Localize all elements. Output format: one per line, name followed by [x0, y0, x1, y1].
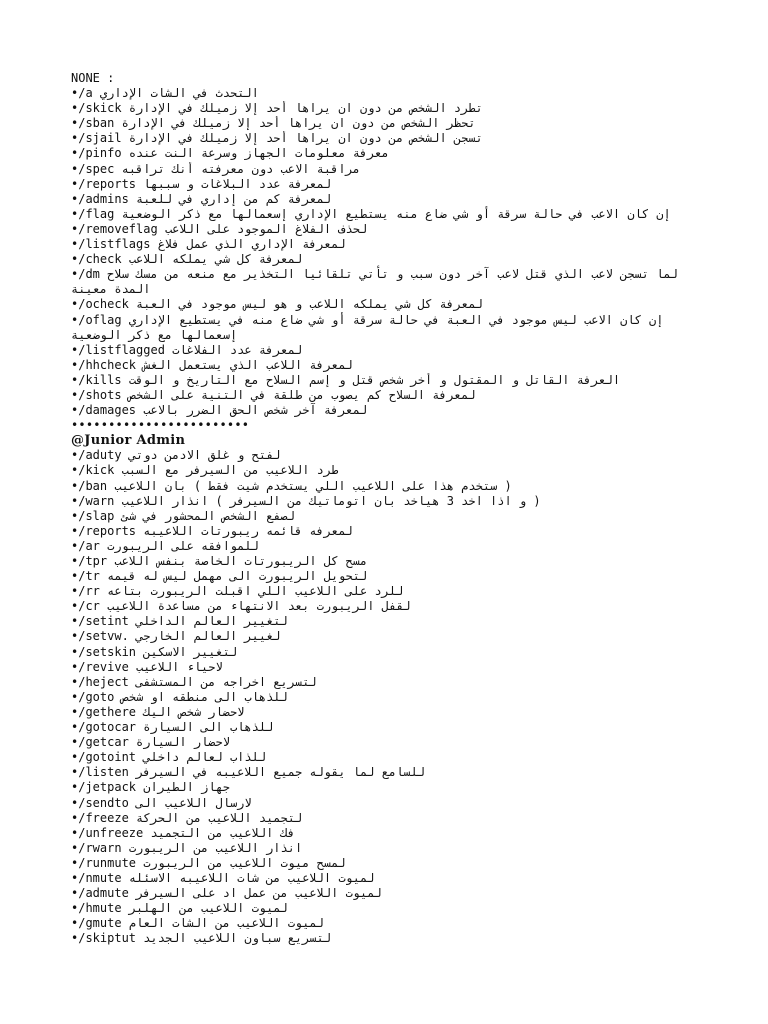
admin-command-list [71, 86, 711, 418]
command-line [71, 463, 711, 478]
command-name: •/heject [71, 674, 129, 689]
command-line [71, 886, 711, 901]
command-description: لمسح ميوت اللاعيب من الريبورت [143, 855, 346, 870]
command-description: لمعرفة الإداري الذي عمل فلاغ [157, 237, 346, 252]
command-line [71, 690, 711, 705]
command-description: تحظر الشخص من دون ان يراها أحد إلا زميلك في الإدارة [121, 116, 476, 131]
command-description: العرفة القاتل و المقتول و أخر شخص قتل و إسم السلاح مع التاريخ و الوقت [128, 372, 621, 387]
command-description: لمعرفة كل شي يملكه اللاعب و هو ليس موجود في العبة [136, 297, 483, 312]
command-line [71, 675, 711, 690]
command-line [71, 931, 711, 946]
command-line [71, 584, 711, 599]
command-name: •/admins [71, 191, 129, 206]
command-name: •/sjail [71, 131, 122, 146]
command-name: •/gmute [71, 916, 122, 931]
command-description: لمعرفة عدد الفلاغات [172, 342, 303, 357]
command-description: لحذف الفلاغ الموجود على اللاعب [164, 221, 368, 236]
command-line [71, 116, 711, 131]
command-description: لتغيير الاسكين [143, 644, 238, 659]
command-name: •/listen [71, 765, 129, 780]
command-name: •/aduty [71, 448, 122, 463]
junior-admin-command-list [71, 448, 711, 946]
command-description: لميوت اللاعيب من عمل اد على السيرفر [136, 886, 382, 901]
command-line [71, 146, 711, 161]
command-name: •/admute [71, 886, 129, 901]
command-line [71, 660, 711, 675]
command-description: للموافقه على الريبورت [107, 538, 259, 553]
command-description: للرد على اللاعيب اللي اقبلت الريبورت بتاعه [107, 584, 404, 599]
command-description: إن كان الاعب في حالة سرقة أو شي ضاع منه يستطيع الإداري إسعمالها مع ذكر الوضعية [121, 206, 671, 221]
command-description: جهاز الطيران [143, 780, 230, 795]
command-name: •/freeze [71, 810, 129, 825]
command-name: •/pinfo [71, 146, 122, 161]
command-name: •/damages [71, 403, 137, 418]
command-name: •/revive [71, 659, 129, 674]
command-name: •/skick [71, 101, 122, 116]
command-name: •/slap [71, 508, 115, 523]
command-line [71, 856, 711, 871]
command-line [71, 629, 711, 644]
command-name: •/dm [71, 267, 100, 282]
command-line [71, 901, 711, 916]
command-line [71, 388, 711, 403]
command-name: •/rwarn [71, 840, 122, 855]
command-name: •/setint [71, 614, 129, 629]
command-line [71, 720, 711, 735]
command-line [71, 479, 711, 494]
command-line [71, 358, 711, 373]
junior-admin-heading: @Junior Admin [71, 433, 186, 449]
command-line [71, 916, 711, 931]
command-line [71, 826, 711, 841]
command-name: •/tpr [71, 554, 108, 568]
command-line [71, 811, 711, 826]
command-name: •/unfreeze [71, 825, 144, 840]
command-description: ( ستخدم هذا على اللاعيب اللي يستخدم شيت فقط ) بان اللاعيب [114, 478, 512, 493]
command-description: لمعرفة آخر شخص الحق الضرر بالاعب [143, 403, 368, 418]
command-line [71, 796, 711, 811]
command-description: لاحياء اللاعيب [136, 659, 223, 674]
command-name: •/setskin [71, 644, 137, 659]
command-name: •/skiptut [71, 931, 137, 946]
command-name: •/reports [71, 523, 137, 538]
command-line [71, 554, 711, 569]
command-line [71, 750, 711, 765]
command-description: التحدث في الشات الإداري [99, 86, 259, 101]
command-description: لاحضار شخص اليك [143, 704, 245, 719]
command-name: •/setvw. [71, 629, 129, 644]
document-page [71, 71, 711, 946]
command-line [71, 494, 711, 509]
command-description: لميوت اللاعيب من الشات العام [128, 916, 324, 931]
command-name: •/ban [71, 478, 108, 493]
command-name: •/listflagged [71, 342, 165, 357]
command-name: •/shots [71, 387, 122, 402]
command-line [71, 539, 711, 554]
command-name: •/jetpack [71, 780, 137, 795]
command-description: لمعرفه قائمه ريبورتات اللاعيبه [143, 523, 353, 538]
command-description: لفتح و غلق الادمن دوتي [128, 448, 281, 463]
command-name: •/spec [71, 161, 115, 176]
command-name: •/a [71, 86, 93, 101]
command-description: لتحويل الريبورت الى مهمل ليس له قيمه [107, 569, 368, 584]
command-line [71, 252, 711, 267]
command-line [71, 313, 711, 343]
command-description: لتسريع سباون اللاعيب الجديد [143, 931, 332, 946]
command-name: •/hhcheck [71, 357, 137, 372]
command-description: لما تسجن لاعب الذي قتل لاعب آخر دون سبب و تأتي تلقائيا التخذير مع منعه من مسك سلاح المدة معينة [71, 267, 678, 297]
command-line [71, 222, 711, 237]
command-description: لتغيير العالم الداخلي [136, 614, 288, 629]
command-line [71, 297, 711, 312]
command-description: للسامع لما يقوله جميع اللاعيبه في السيرفر [136, 765, 426, 780]
separator: •••••••••••••••••••••••• [71, 418, 250, 433]
command-description: تطرد الشخص من دون ان يراها أحد إلا زميلك في الإدارة [128, 101, 483, 116]
command-description: مسح كل الريبورتات الخاصة بنفس اللاعب [114, 554, 368, 568]
command-line [71, 599, 711, 614]
command-description: لمعرفة اللاعب الذي يستعمل الغش [143, 357, 353, 372]
command-name: •/tr [71, 569, 100, 584]
command-name: •/kills [71, 372, 122, 387]
command-name: •/warn [71, 493, 115, 508]
command-description: لغيير العالم الخارجي [136, 629, 281, 644]
command-description: فك اللاعيب من التجميد [150, 825, 295, 840]
command-name: •/sban [71, 116, 115, 131]
command-line [71, 569, 711, 584]
command-line [71, 192, 711, 207]
command-line [71, 237, 711, 252]
command-line [71, 509, 711, 524]
command-name: •/flag [71, 206, 115, 221]
command-line [71, 524, 711, 539]
command-description: لتسريع اخراجه من المستشفى [136, 674, 317, 689]
command-description: لمعرفة عدد البلاغات و سببها [143, 176, 332, 191]
command-description: طرد اللاعيب من السيرفر مع السبب [121, 463, 339, 478]
command-line [71, 207, 711, 222]
command-line [71, 177, 711, 192]
command-line [71, 267, 711, 297]
command-line [71, 841, 711, 856]
command-name: •/nmute [71, 870, 122, 885]
command-name: •/kick [71, 463, 115, 478]
command-line [71, 403, 711, 418]
none-label: NONE : [71, 71, 115, 85]
command-name: •/listflags [71, 237, 151, 252]
command-name: •/cr [71, 599, 100, 614]
command-line [71, 131, 711, 146]
command-description: لتجميد اللاعيب من الحركة [136, 810, 303, 825]
command-name: •/check [71, 252, 122, 267]
command-name: •/hmute [71, 901, 122, 916]
command-line [71, 101, 711, 116]
command-description: لصفع الشخص المحشور في شئ [121, 508, 295, 523]
command-name: •/sendto [71, 795, 129, 810]
command-name: •/rr [71, 584, 100, 599]
command-name: •/oflag [71, 312, 122, 327]
command-name: •/gotocar [71, 720, 137, 735]
command-description: إن كان الاعب ليس موجود في العبة في حالة سرقة أو شي ضاع منه في يستطيع الإداري إسعمالها مع ذكر الوضعية [71, 312, 664, 342]
command-line [71, 373, 711, 388]
command-description: تسجن الشخص من دون ان يراها أحد إلا زميلك في الإدارة [128, 131, 483, 146]
command-name: •/goto [71, 689, 115, 704]
command-line [71, 343, 711, 358]
command-line [71, 86, 711, 101]
command-description: انذار اللاعيب من الريبورت [128, 840, 303, 855]
command-description: لمعرفة السلاح كم يصوب من طلقة في التنية على الشخص [128, 387, 476, 402]
command-description: ( و اذا اخد 3 هياخد بان اتوماتيك من السيرفر ) انذار اللاعيب [121, 493, 541, 508]
command-description: للذهاب الى السيارة [143, 720, 274, 735]
command-line [71, 780, 711, 795]
command-name: •/gethere [71, 704, 137, 719]
command-description: لاحضار السيارة [136, 735, 230, 750]
command-line [71, 448, 711, 463]
command-description: معرفة معلومات الجهاز وسرعة النت عنده [128, 146, 389, 161]
command-name: •/removeflag [71, 221, 158, 236]
command-name: •/ocheck [71, 297, 129, 312]
command-description: لارسال اللاعيب الى [136, 795, 252, 810]
command-name: •/gotoint [71, 750, 137, 765]
command-description: لميوت اللاعيب من الهلبر [128, 901, 288, 916]
command-line [71, 735, 711, 750]
command-name: •/ar [71, 538, 100, 553]
command-description: لمعرفة كل شي يملكه اللاعب [128, 252, 303, 267]
command-line [71, 871, 711, 886]
command-description: للذهاب الى منطقه او شخص [121, 689, 288, 704]
command-description: للذاب لعالم داخلي [143, 750, 267, 765]
command-description: لقفل الريبورت بعد الانتهاء من مساعدة اللاعيب [107, 599, 411, 614]
command-line [71, 765, 711, 780]
command-description: لمعرفة كم من إداري في للعبة [136, 191, 332, 206]
command-name: •/getcar [71, 735, 129, 750]
command-name: •/runmute [71, 855, 137, 870]
command-name: •/reports [71, 176, 137, 191]
command-line [71, 705, 711, 720]
command-description: لميوت اللاعيب من شات اللاعيبه الاسئله [128, 870, 375, 885]
command-line [71, 614, 711, 629]
command-line [71, 162, 711, 177]
command-description: مراقبة الاعب دون معرفته أنك تراقبه [121, 161, 361, 176]
command-line [71, 645, 711, 660]
